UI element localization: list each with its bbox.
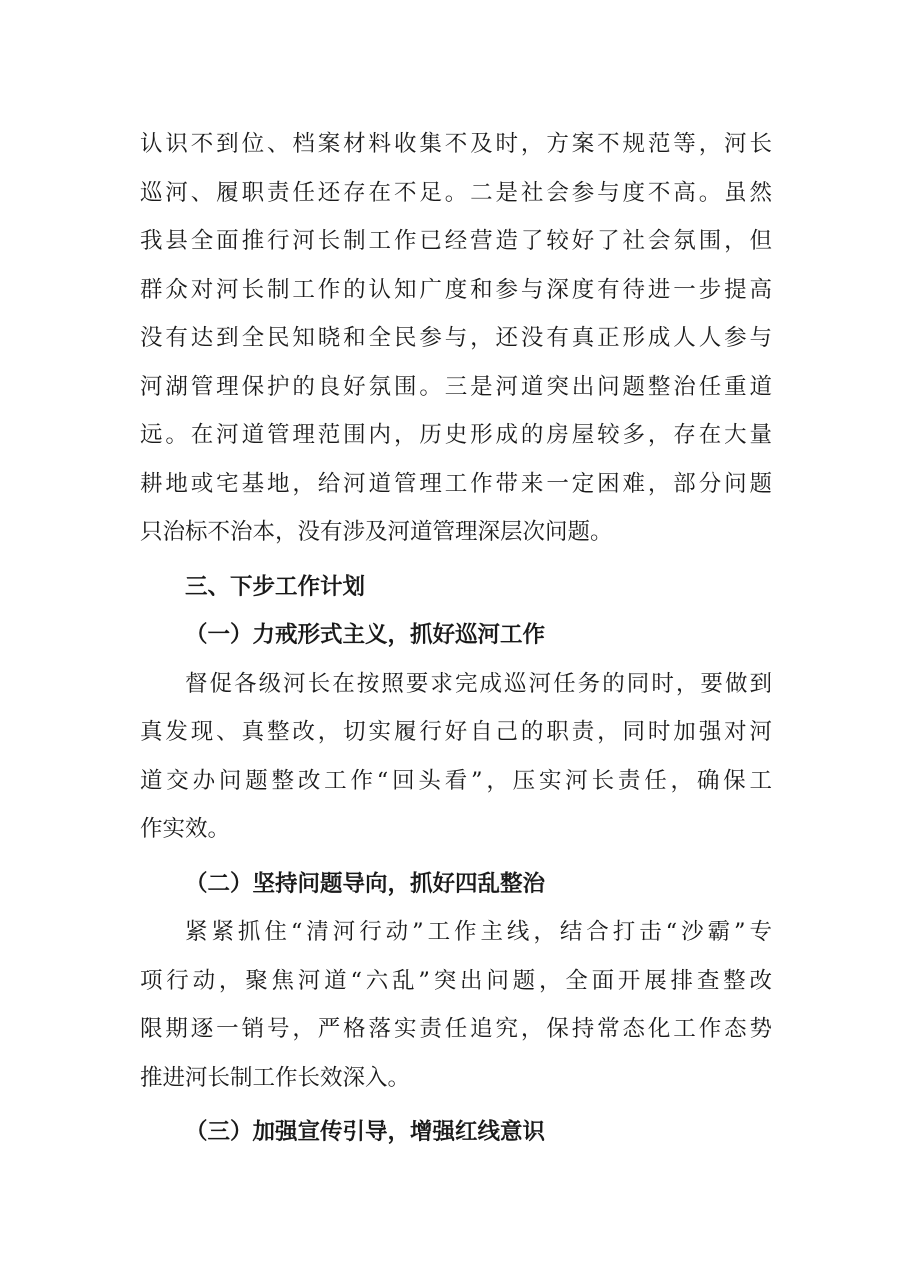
text-line: 群众对河长制工作的认知广度和参与深度有待进一步提高 <box>140 276 772 303</box>
text-line: 没有达到全民知晓和全民参与，还没有真正形成人人参与 <box>140 325 772 351</box>
text-line: 作实效。 <box>140 816 231 842</box>
text-line: 道交办问题整改工作“回头看”，压实河长责任，确保工 <box>140 767 772 794</box>
text-line: 巡河、履职责任还存在不足。二是社会参与度不高。虽然 <box>140 179 772 206</box>
text-line: 项行动，聚焦河道“六乱”突出问题，全面开展排查整改 <box>140 967 772 994</box>
text-line: 我县全面推行河长制工作已经营造了较好了社会氛围，但 <box>140 228 772 254</box>
text-line: 耕地或宅基地，给河道管理工作带来一定困难，部分问题 <box>140 470 772 497</box>
text-line: 真发现、真整改，切实履行好自己的职责，同时加强对河 <box>140 719 772 745</box>
subsection-1-paragraph <box>140 660 772 854</box>
text-line: 认识不到位、档案材料收集不及时，方案不规范等，河长 <box>140 131 772 157</box>
subsection-2-paragraph <box>140 908 772 1102</box>
text-line: 督促各级河长在按照要求完成巡河任务的同时，要做到 <box>185 670 772 697</box>
text-line: 推进河长制工作长效深入。 <box>140 1064 411 1091</box>
section-heading: 三、下步工作计划 <box>185 573 366 600</box>
subsection-heading-2: （二）坚持问题导向，抓好四乱整治 <box>185 870 546 897</box>
text-line: 河湖管理保护的良好氛围。三是河道突出问题整治任重道 <box>140 373 772 400</box>
document-page <box>140 120 772 1157</box>
subsection-heading-3: （三）加强宣传引导，增强红线意识 <box>185 1119 546 1145</box>
text-line: 远。在河道管理范围内，历史形成的房屋较多，存在大量 <box>140 422 772 448</box>
text-line: 限期逐一销号，严格落实责任追究，保持常态化工作态势 <box>140 1016 772 1042</box>
subsection-heading-1: （一）力戒形式主义，抓好巡河工作 <box>185 622 546 648</box>
text-line: 紧紧抓住“清河行动”工作主线，结合打击“沙霸”专 <box>185 919 772 945</box>
text-line: 只治标不治本，没有涉及河道管理深层次问题。 <box>140 519 613 545</box>
paragraph-continued <box>140 120 772 557</box>
